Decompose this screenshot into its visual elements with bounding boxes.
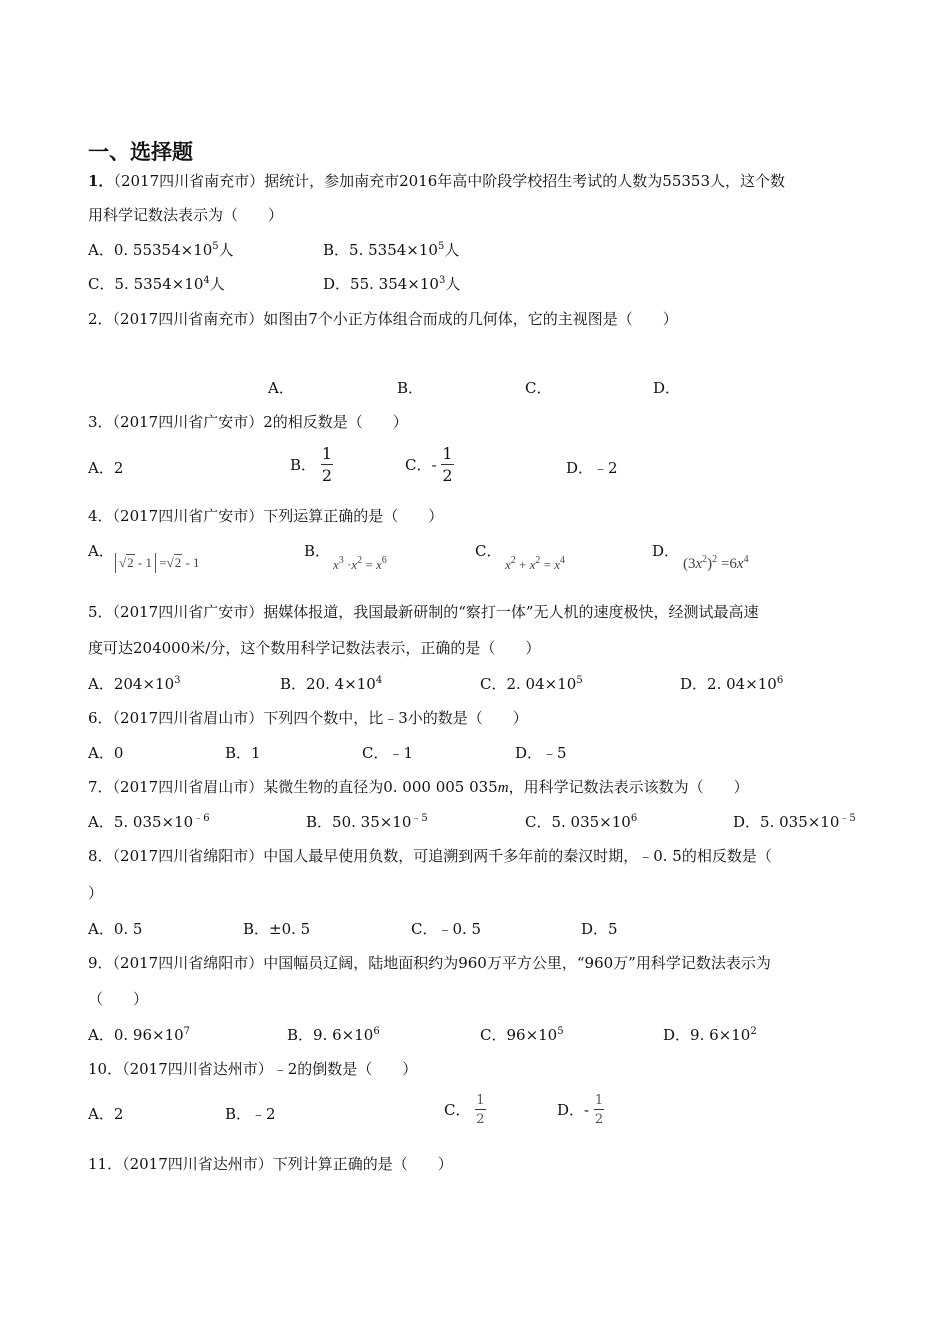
q2-option-d: D．: [653, 379, 681, 397]
q6-option-d: D．﹣5: [515, 744, 567, 762]
q4-formula-d: $(3x^2)^2 =6x^4$: [683, 554, 749, 572]
q4-formula-a: √2 - 1 =√2 - 1: [115, 553, 200, 574]
q10-fraction-c: $\frac{1}{2}$: [476, 1093, 485, 1127]
q3-option-c: C．- $\frac{1}{2}$: [405, 444, 453, 485]
q3-fraction-c: $\frac{1}{2}$: [442, 444, 453, 485]
q2-option-c: C．: [525, 379, 552, 397]
q4-formula-b: $x^3 \cdot x^2 = x^6$: [333, 555, 387, 572]
question-10: 10．（2017四川省达州市）﹣2的倒数是（ ）: [88, 1060, 418, 1078]
q2-option-a: A．: [268, 379, 294, 397]
q9-option-c: C．$96\times 10^5$: [480, 1026, 564, 1044]
question-1: [88, 171, 785, 191]
q4-option-a: A．: [88, 542, 114, 560]
question-2: 2．（2017四川省南充市）如图由7个小正方体组合而成的几何体，它的主视图是（ ）: [88, 310, 678, 328]
q5-option-b: B．20. $4\times 10^4$: [280, 675, 383, 693]
q4-option-c: C．: [475, 542, 502, 560]
q5-option-a: A．$204\times 10^3$: [88, 675, 181, 693]
q8-stem-line1: 8．（2017四川省绵阳市）中国人最早使用负数，可追溯到两千多年前的秦汉时期，﹣0. 5的相反数是（: [88, 847, 772, 865]
question-11: 11．（2017四川省达州市）下列计算正确的是（ ）: [88, 1155, 453, 1173]
q10-fraction-d: $\frac{1}{2}$: [594, 1093, 604, 1127]
q8-stem-line2: ）: [88, 884, 104, 902]
question-7: 7．（2017四川省眉山市）某微生物的直径为0. 000 005 035m，用科学记数法表示该数为（ ）: [88, 778, 749, 796]
q4-option-b: B．: [304, 542, 331, 560]
q1-number: 1．: [88, 172, 114, 190]
q1-option-d: D．55. $354\times 10^3$人: [323, 275, 461, 293]
q8-option-c: C．﹣0. 5: [411, 920, 482, 938]
q9-stem-line1: 9．（2017四川省绵阳市）中国幅员辽阔，陆地面积约为960万平方公里，“960万”用科学记数法表示为: [88, 954, 771, 972]
question-4: 4．（2017四川省广安市）下列运算正确的是（ ）: [88, 507, 444, 525]
q8-option-a: A．0. 5: [88, 920, 143, 938]
question-6: 6．（2017四川省眉山市）下列四个数中，比﹣3小的数是（ ）: [88, 709, 528, 727]
q10-option-b: B．﹣2: [225, 1105, 276, 1123]
q4-option-d: D．: [652, 542, 680, 560]
q9-stem-line2: （ ）: [88, 990, 149, 1008]
q3-option-a: A．2: [88, 459, 124, 477]
q7-option-c: C．5. $035\times 10^6$: [525, 813, 638, 831]
q3-option-b: B． $\frac{1}{2}$: [290, 444, 332, 485]
q7-option-b: B．50. $35\times 10^{﹣5}$: [306, 813, 428, 831]
q7-option-a: A．5. $035\times 10^{﹣6}$: [88, 813, 210, 831]
q2-option-b: B．: [397, 379, 424, 397]
q6-option-b: B．1: [225, 744, 261, 762]
q3-fraction-b: $\frac{1}{2}$: [321, 444, 332, 485]
q8-option-b: B．±0. 5: [243, 920, 311, 938]
q5-stem-line2: 度可达204000米/分，这个数用科学记数法表示，正确的是（ ）: [88, 639, 541, 657]
q4-formula-c: $x^2 + x^2 = x^4$: [505, 555, 566, 572]
q6-option-a: A．0: [88, 744, 124, 762]
q9-option-d: D．9. $6\times 10^2$: [663, 1026, 757, 1044]
q10-option-d: D．- $\frac{1}{2}$: [557, 1093, 604, 1127]
q5-option-c: C．2. $04\times 10^5$: [480, 675, 583, 693]
q1-stem-line2: 用科学记数法表示为（ ）: [88, 206, 284, 224]
q1-option-b: B．5. $5354\times 10^5$人: [323, 241, 460, 259]
section-title: 一、选择题: [88, 140, 193, 164]
q5-stem-line1: 5．（2017四川省广安市）据媒体报道，我国最新研制的“察打一体”无人机的速度极快，经测试最高速: [88, 603, 759, 621]
q1-option-c: C．5. $5354\times 10^4$人: [88, 275, 225, 293]
q1-stem-line1: （2017四川省南充市）据统计，参加南充市2016年高中阶段学校招生考试的人数为55353人，这个数: [113, 172, 786, 190]
question-3: 3．（2017四川省广安市）2的相反数是（ ）: [88, 413, 408, 431]
q9-option-b: B．9. $6\times 10^6$: [287, 1026, 380, 1044]
q7-option-d: D．5. $035\times 10^{﹣5}$: [733, 813, 856, 831]
q3-option-d: D．﹣2: [566, 459, 618, 477]
q10-option-c: C． $\frac{1}{2}$: [444, 1093, 485, 1127]
q10-option-a: A．2: [88, 1105, 124, 1123]
q1-option-a: A．0. $55354\times 10^5$人: [88, 241, 234, 259]
q6-option-c: C．﹣1: [362, 744, 414, 762]
q8-option-d: D．5: [581, 920, 618, 938]
q9-option-a: A．0. $96\times 10^7$: [88, 1026, 191, 1044]
q5-option-d: D．2. $04\times 10^6$: [680, 675, 784, 693]
